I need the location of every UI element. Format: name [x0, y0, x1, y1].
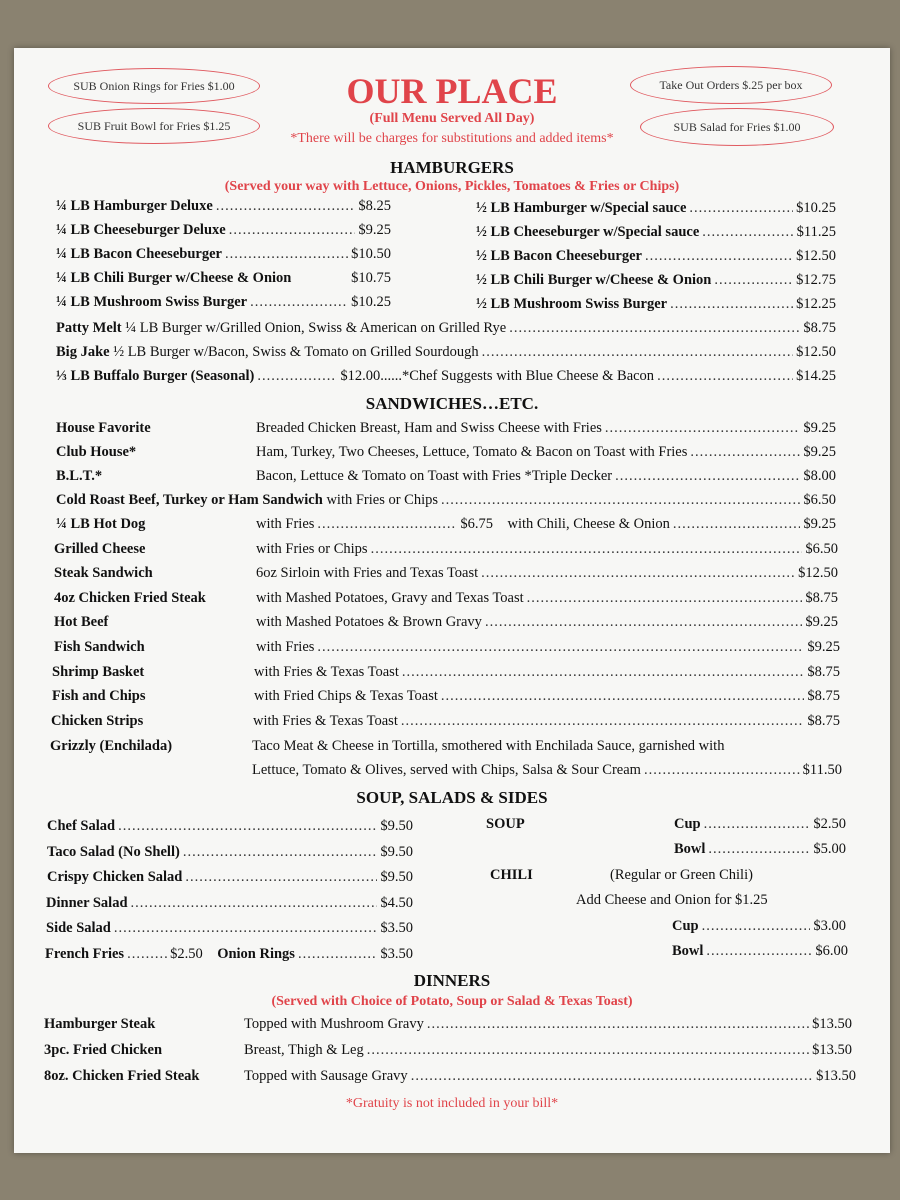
item-price: $12.00: [340, 368, 381, 384]
item-name: Fish Sandwich: [54, 639, 145, 655]
item-desc: with Fries: [256, 639, 315, 655]
dinners-note: (Served with Choice of Potato, Soup or Salad & Texas Toast): [271, 994, 633, 1009]
menu-item: [56, 444, 836, 461]
menu-item: [54, 590, 838, 607]
item-name: ½ LB Cheeseburger w/Special sauce: [476, 224, 700, 240]
item-name: Club House*: [56, 444, 137, 460]
item-name: ½ LB Chili Burger w/Cheese & Onion: [476, 272, 712, 288]
item-name: Shrimp Basket: [52, 664, 145, 680]
item-price: $6.00: [815, 943, 848, 959]
item-price: $5.00: [813, 841, 846, 857]
chili-desc: (Regular or Green Chili): [610, 867, 753, 883]
item-price: $9.25: [803, 516, 836, 532]
item-name: ½ LB Mushroom Swiss Burger: [476, 296, 668, 312]
sub-fruit-bowl-text: SUB Fruit Bowl for Fries $1.25: [77, 118, 231, 133]
item-name: Chef Salad: [47, 818, 116, 834]
item-price: $10.25: [796, 200, 836, 216]
item-price: $6.50: [803, 492, 836, 508]
item-name: ¼ LB Hamburger Deluxe: [56, 198, 213, 214]
item-price: $12.75: [796, 272, 836, 288]
item-price: $14.25: [796, 368, 836, 384]
item-name: 4oz Chicken Fried Steak: [54, 590, 206, 606]
item-desc: Breast, Thigh & Leg: [244, 1042, 364, 1058]
item-name: Onion Rings: [217, 946, 295, 962]
chili-cup: [672, 918, 846, 935]
soup-label: SOUP: [486, 816, 525, 832]
item-desc: Topped with Mushroom Gravy: [244, 1016, 424, 1032]
menu-item: [56, 246, 391, 263]
item-desc: Bacon, Lettuce & Tomato on Toast with Fries *Triple Decker: [256, 468, 613, 484]
menu-item: [56, 270, 391, 287]
sandwiches-heading: SANDWICHES…ETC.: [365, 394, 539, 413]
menu-item-grizzly: [50, 738, 840, 755]
menu-item: [476, 224, 836, 241]
item-name: Big Jake: [56, 344, 110, 360]
item-price: $12.25: [796, 296, 836, 312]
item-price: $8.00: [803, 468, 836, 484]
item-name: Patty Melt: [56, 320, 122, 336]
item-price: $11.50: [802, 762, 842, 778]
item-price: $6.75: [460, 516, 494, 532]
item-price: $6.50: [805, 541, 838, 557]
menu-item: [47, 869, 413, 886]
item-price: $9.25: [805, 614, 838, 630]
bowl-label: Bowl: [674, 841, 706, 857]
item-name: House Favorite: [56, 420, 151, 436]
item-price: $12.50: [796, 248, 836, 264]
chili-bowl: [672, 943, 848, 960]
menu-item: [47, 818, 413, 835]
bowl-label: Bowl: [672, 943, 704, 959]
item-name: Hot Beef: [54, 614, 109, 630]
item-price: $12.50: [798, 565, 838, 581]
cup-label: Cup: [674, 816, 701, 832]
dinners-heading: DINNERS: [413, 971, 491, 990]
take-out-text: Take Out Orders $.25 per box: [659, 77, 803, 92]
item-desc: with Fries or Chips: [326, 492, 439, 508]
item-name: ¼ LB Bacon Cheeseburger: [56, 246, 222, 262]
item-price: $10.50: [351, 246, 391, 262]
item-name: Chicken Strips: [51, 713, 144, 729]
item-desc: with Fries & Texas Toast: [254, 664, 399, 680]
soup-bowl: [674, 841, 846, 858]
item-desc: with Chili, Cheese & Onion: [507, 516, 670, 532]
item-price: $8.75: [805, 590, 838, 606]
menu-item: [51, 713, 840, 730]
item-desc: ½ LB Burger w/Bacon, Swiss & Tomato on Grilled Sourdough: [113, 344, 479, 360]
item-desc: ......*Chef Suggests with Blue Cheese & Bacon: [380, 368, 655, 384]
gratuity-note: *Gratuity is not included in your bill*: [345, 1096, 559, 1111]
menu-item-cold-roast: [56, 492, 836, 509]
item-price: $12.50: [796, 344, 836, 360]
item-price: $3.50: [380, 920, 413, 936]
item-price: $11.25: [796, 224, 836, 240]
item-name: ¼ LB Hot Dog: [56, 516, 146, 532]
item-name: Hamburger Steak: [44, 1016, 156, 1032]
item-price: $2.50: [813, 816, 846, 832]
restaurant-title: OUR PLACE: [346, 71, 558, 111]
chili-add-text: Add Cheese and Onion for $1.25: [576, 892, 768, 908]
item-desc: with Fries or Chips: [256, 541, 368, 557]
menu-item-buffalo: [56, 368, 836, 385]
item-name: Cold Roast Beef, Turkey or Ham Sandwich: [56, 492, 323, 508]
menu-item: [476, 272, 836, 289]
item-price: $9.25: [807, 639, 840, 655]
menu-item: [52, 664, 840, 681]
item-price: $9.25: [803, 420, 836, 436]
menu-item-fries: [45, 946, 413, 963]
menu-item: [54, 541, 838, 558]
menu-item: [476, 248, 836, 265]
menu-item: [44, 1016, 852, 1033]
chili-row: [490, 867, 840, 884]
item-price: $8.25: [358, 198, 391, 214]
menu-item-big-jake: [56, 344, 836, 361]
item-price: $8.75: [807, 688, 840, 704]
hamburgers-note: (Served your way with Lettuce, Onions, Pickles, Tomatoes & Fries or Chips): [224, 179, 680, 194]
item-desc: with Fried Chips & Texas Toast: [254, 688, 438, 704]
soup-salads-heading: SOUP, SALADS & SIDES: [356, 788, 548, 807]
item-price: $13.50: [812, 1016, 852, 1032]
menu-item: [47, 844, 413, 861]
item-name: ¼ LB Chili Burger w/Cheese & Onion: [56, 270, 292, 286]
item-price: $10.25: [351, 294, 391, 310]
item-desc: Taco Meat & Cheese in Tortilla, smothered with Enchilada Sauce, garnished with: [252, 738, 725, 754]
item-desc: 6oz Sirloin with Fries and Texas Toast: [256, 565, 479, 581]
item-name: Side Salad: [46, 920, 111, 936]
item-desc: Lettuce, Tomato & Olives, served with Chips, Salsa & Sour Cream: [252, 762, 641, 778]
item-price: $8.75: [807, 664, 840, 680]
menu-item: [54, 639, 840, 656]
item-name: Fish and Chips: [52, 688, 146, 704]
item-price: $4.50: [380, 895, 413, 911]
item-name: Steak Sandwich: [54, 565, 153, 581]
menu-item: [56, 222, 391, 239]
item-name: French Fries: [45, 946, 125, 962]
cup-label: Cup: [672, 918, 699, 934]
item-name: ½ LB Bacon Cheeseburger: [476, 248, 642, 264]
sub-salad-text: SUB Salad for Fries $1.00: [673, 119, 801, 134]
menu-item: [56, 294, 391, 311]
menu-item-grizzly-cont: [252, 762, 842, 779]
item-desc: with Fries: [256, 516, 315, 532]
item-name: Grizzly (Enchilada): [50, 738, 173, 754]
item-price: $13.50: [812, 1042, 852, 1058]
menu-item: [476, 200, 836, 217]
item-name: 8oz. Chicken Fried Steak: [44, 1068, 200, 1084]
menu-item: [44, 1068, 856, 1085]
item-desc: with Fries & Texas Toast: [253, 713, 398, 729]
item-desc: with Mashed Potatoes, Gravy and Texas Toast: [256, 590, 524, 606]
menu-item: [54, 565, 838, 582]
item-price: $3.00: [813, 918, 846, 934]
item-price: $2.50: [170, 946, 203, 962]
item-name: Dinner Salad: [46, 895, 128, 911]
menu-item: [52, 688, 840, 705]
item-price: $8.75: [807, 713, 840, 729]
menu-item: [56, 468, 836, 485]
item-name: Grilled Cheese: [54, 541, 146, 557]
item-name: ⅓ LB Buffalo Burger (Seasonal): [56, 368, 255, 384]
menu-item: [476, 296, 836, 313]
item-name: ¼ LB Cheeseburger Deluxe: [56, 222, 226, 238]
item-desc: Ham, Turkey, Two Cheeses, Lettuce, Tomato & Bacon on Toast with Fries: [256, 444, 688, 460]
item-price: $9.50: [380, 869, 413, 885]
item-price: $9.25: [803, 444, 836, 460]
served-all-day: (Full Menu Served All Day): [369, 111, 535, 126]
menu-item: [46, 895, 413, 912]
item-price: $10.75: [351, 270, 391, 286]
item-name: ½ LB Hamburger w/Special sauce: [476, 200, 687, 216]
item-name: ¼ LB Mushroom Swiss Burger: [56, 294, 248, 310]
substitution-charges: *There will be charges for substitutions and added items*: [290, 131, 614, 146]
item-price: $9.25: [358, 222, 391, 238]
item-name: Crispy Chicken Salad: [47, 869, 183, 885]
item-desc: Breaded Chicken Breast, Ham and Swiss Cheese with Fries: [256, 420, 602, 436]
menu-item-hot-dog: [56, 516, 836, 533]
item-desc: with Mashed Potatoes & Brown Gravy: [256, 614, 482, 630]
item-price: $8.75: [803, 320, 836, 336]
item-price: $9.50: [380, 844, 413, 860]
chili-label: CHILI: [490, 867, 533, 883]
item-name: Taco Salad (No Shell): [47, 844, 180, 860]
item-name: 3pc. Fried Chicken: [44, 1042, 163, 1058]
soup-cup: [674, 816, 846, 833]
menu-item: [56, 420, 836, 437]
menu-item: [44, 1042, 852, 1059]
chili-add: [576, 892, 836, 909]
sub-onion-rings-text: SUB Onion Rings for Fries $1.00: [73, 78, 235, 93]
menu-item: [54, 614, 838, 631]
menu-sheet: [14, 48, 890, 1153]
item-price: $3.50: [380, 946, 413, 962]
item-name: B.L.T.*: [56, 468, 103, 484]
hamburgers-heading: HAMBURGERS: [390, 158, 514, 177]
item-price: $13.50: [816, 1068, 856, 1084]
menu-item: [56, 198, 391, 215]
menu-item-patty-melt: [56, 320, 836, 337]
item-desc: ¼ LB Burger w/Grilled Onion, Swiss & American on Grilled Rye: [125, 320, 507, 336]
item-desc: Topped with Sausage Gravy: [244, 1068, 408, 1084]
item-price: $9.50: [380, 818, 413, 834]
menu-item: [46, 920, 413, 937]
